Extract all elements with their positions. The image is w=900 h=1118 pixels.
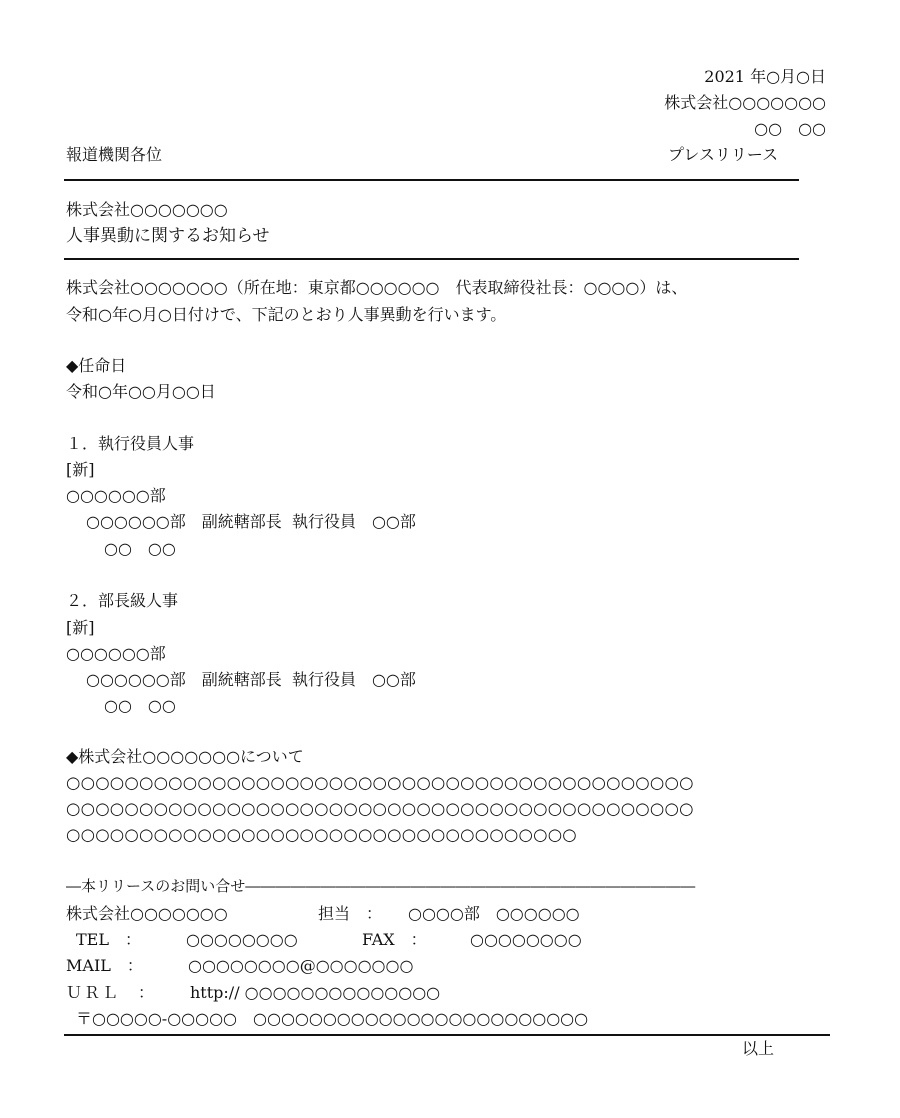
footer-rule — [64, 1034, 830, 1036]
mail-value[interactable]: ○○○○○○○○@○○○○○○○ — [188, 956, 414, 975]
url-value[interactable]: http:// ○○○○○○○○○○○○○○ — [190, 983, 441, 1002]
about-line-3: ○○○○○○○○○○○○○○○○○○○○○○○○○○○○○○○○○○○ — [66, 825, 577, 844]
about-line-1: ○○○○○○○○○○○○○○○○○○○○○○○○○○○○○○○○○○○○○○○○○○○ — [66, 773, 694, 792]
url-label: ＵＲＬ ： — [66, 983, 157, 1002]
tel-value: ○○○○○○○○ — [186, 930, 298, 949]
section-1-dept: ○○○○○○部 — [66, 486, 166, 505]
title-company: 株式会社○○○○○○○ — [66, 200, 228, 219]
closing-mark: 以上 — [742, 1039, 775, 1058]
section-1-name: ○○ ○○ — [104, 539, 176, 558]
section-2-position: ○○○○○○部 副統轄部長 執行役員 ○○部 — [86, 670, 416, 689]
title-rule — [64, 258, 799, 260]
section-2-name: ○○ ○○ — [104, 696, 176, 715]
recipient: 報道機関各位 — [66, 145, 163, 164]
contact-company: 株式会社○○○○○○○ — [66, 904, 228, 923]
contact-heading: ―本リリースのお問い合せ―――――――――――――――――――――――――――――― — [66, 877, 696, 895]
section-2-heading: ２．部長級人事 — [66, 591, 179, 610]
contact-person-label: 担当 ： — [318, 904, 383, 923]
section-1-heading: １．執行役員人事 — [66, 434, 195, 453]
appointment-date: 令和○年○○月○○日 — [66, 382, 216, 401]
document-title: 人事異動に関するお知らせ — [66, 226, 270, 246]
section-2-dept: ○○○○○○部 — [66, 644, 166, 663]
fax-label: FAX ： — [362, 930, 427, 949]
intro-line-1: 株式会社○○○○○○○（所在地：東京都○○○○○○ 代表取締役社長：○○○○）は、 — [66, 278, 688, 297]
release-label: プレスリリース — [668, 145, 779, 164]
intro-line-2: 令和○年○月○日付けで、下記のとおり人事異動を行います。 — [66, 305, 507, 324]
header-rule — [64, 179, 799, 181]
postal-address: 〒○○○○○-○○○○○ ○○○○○○○○○○○○○○○○○○○○○○○○ — [76, 1009, 589, 1028]
about-heading: ◆株式会社○○○○○○○について — [66, 747, 304, 766]
fax-value: ○○○○○○○○ — [470, 930, 582, 949]
mail-label: MAIL ： — [66, 956, 143, 975]
sender-company: 株式会社○○○○○○○ — [664, 93, 826, 112]
about-line-2: ○○○○○○○○○○○○○○○○○○○○○○○○○○○○○○○○○○○○○○○○○○○ — [66, 799, 694, 818]
section-2-tag: [新] — [66, 618, 95, 637]
sender-person: ○○ ○○ — [754, 119, 826, 138]
section-1-tag: [新] — [66, 460, 95, 479]
appointment-heading: ◆任命日 — [66, 356, 127, 375]
tel-label: TEL ： — [76, 930, 141, 949]
section-1-position: ○○○○○○部 副統轄部長 執行役員 ○○部 — [86, 512, 416, 531]
contact-person-value: ○○○○部 ○○○○○○ — [408, 904, 580, 923]
document-date: 2021 年○月○日 — [704, 67, 826, 86]
